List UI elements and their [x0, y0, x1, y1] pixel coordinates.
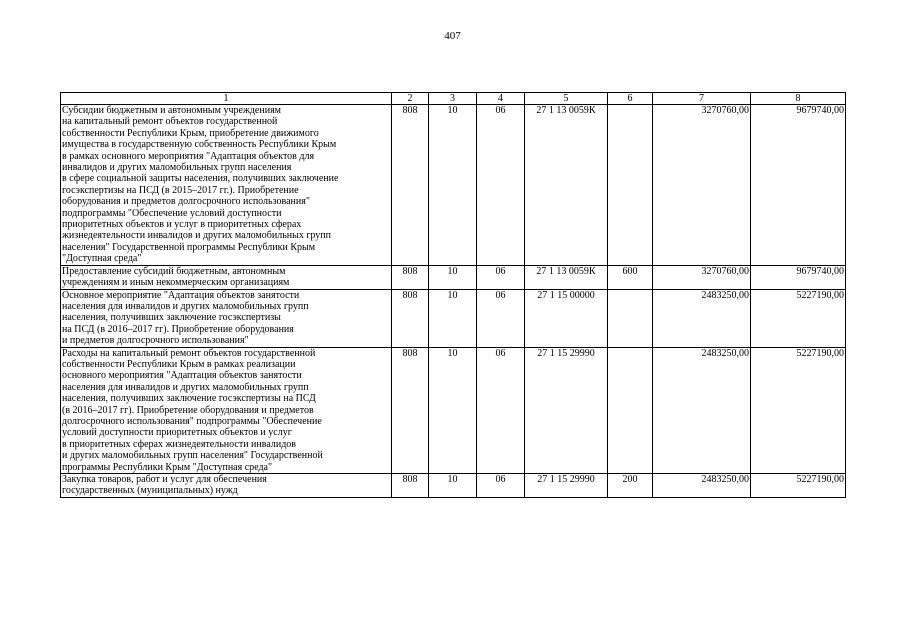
expense-type-code: 200 — [608, 474, 653, 498]
subsection-code: 06 — [477, 265, 525, 289]
description-line: приоритетных объектов и услуг в приоритетных сферах — [62, 219, 302, 231]
row-description — [61, 289, 392, 347]
column-number: 6 — [608, 93, 653, 105]
column-number: 8 — [751, 93, 846, 105]
target-article-code: 27 1 13 0059К — [525, 105, 608, 266]
amount-year-1: 3270760,00 — [653, 105, 751, 266]
description-line: "Доступная среда" — [62, 253, 142, 265]
description-line: населения для инвалидов и других маломобильных групп — [62, 381, 309, 393]
amount-year-2: 5227190,00 — [751, 347, 846, 473]
description-line: государственных (муниципальных) нужд — [62, 485, 238, 497]
section-code: 10 — [429, 474, 477, 498]
target-article-code: 27 1 15 29990 — [525, 474, 608, 498]
description-line: Закупка товаров, работ и услуг для обеспечения — [62, 474, 267, 485]
description-line: долгосрочного использования" подпрограммы "Обеспечение — [62, 415, 322, 427]
description-line: населения, получивших заключение госэкспертизы на ПСД — [62, 393, 316, 405]
amount-year-1: 2483250,00 — [653, 474, 751, 498]
description-line: основного мероприятия "Адаптация объектов занятости — [62, 370, 302, 382]
target-article-code: 27 1 15 29990 — [525, 347, 608, 473]
target-article-code: 27 1 15 00000 — [525, 289, 608, 347]
description-line: Субсидии бюджетным и автономным учреждениям — [62, 105, 282, 116]
subsection-code: 06 — [477, 289, 525, 347]
description-line: населения, получивших заключение госэкспертизы — [62, 312, 281, 324]
amount-year-1: 3270760,00 — [653, 265, 751, 289]
row-description — [61, 474, 392, 498]
column-number-header-row — [61, 93, 846, 105]
description-line: населения" Государственной программы Республики Крым — [62, 241, 316, 253]
ministry-code: 808 — [392, 347, 429, 473]
section-code: 10 — [429, 265, 477, 289]
amount-year-1: 2483250,00 — [653, 289, 751, 347]
amount-year-2: 9679740,00 — [751, 265, 846, 289]
expense-type-code — [608, 347, 653, 473]
subsection-code: 06 — [477, 347, 525, 473]
description-line: подпрограммы "Обеспечение условий доступности — [62, 207, 282, 219]
expense-type-code: 600 — [608, 265, 653, 289]
description-line: собственности Республики Крым в рамках реализации — [62, 358, 296, 370]
description-line: на ПСД (в 2016–2017 гг). Приобретение оборудования — [62, 323, 294, 335]
description-line: госэкспертизы на ПСД (в 2015–2017 гг.). Приобретение — [62, 184, 299, 196]
column-number: 4 — [477, 93, 525, 105]
description-line: Предоставление субсидий бюджетным, автономным — [62, 265, 286, 277]
column-number: 3 — [429, 93, 477, 105]
column-number: 5 — [525, 93, 608, 105]
section-code: 10 — [429, 105, 477, 266]
expense-type-code — [608, 289, 653, 347]
description-line: программы Республики Крым "Доступная среда" — [62, 461, 273, 473]
ministry-code: 808 — [392, 474, 429, 498]
target-article-code: 27 1 13 0059К — [525, 265, 608, 289]
table-row — [61, 105, 846, 266]
description-line: и других маломобильных групп населения" Государственной — [62, 450, 323, 462]
description-line: условий доступности приоритетных объектов и услуг — [62, 427, 292, 439]
description-line: оборудования и предметов долгосрочного использования" — [62, 196, 310, 208]
section-code: 10 — [429, 347, 477, 473]
table-row — [61, 474, 846, 498]
page-number: 407 — [444, 30, 461, 42]
ministry-code: 808 — [392, 265, 429, 289]
ministry-code: 808 — [392, 289, 429, 347]
description-line: населения для инвалидов и других маломобильных групп — [62, 300, 309, 312]
table-row — [61, 347, 846, 473]
description-line: и предметов долгосрочного использования" — [62, 335, 249, 347]
amount-year-1: 2483250,00 — [653, 347, 751, 473]
description-line: учреждениям и иным некоммерческим организациям — [62, 277, 290, 289]
description-line: жизнедеятельности инвалидов и других маломобильных групп — [62, 230, 331, 242]
section-code: 10 — [429, 289, 477, 347]
description-line: на капитальный ремонт объектов государственной — [62, 116, 278, 128]
table-row — [61, 289, 846, 347]
description-line: Расходы на капитальный ремонт объектов государственной — [62, 347, 316, 359]
subsection-code: 06 — [477, 105, 525, 266]
ministry-code: 808 — [392, 105, 429, 266]
row-description — [61, 265, 392, 289]
expense-type-code — [608, 105, 653, 266]
column-number: 7 — [653, 93, 751, 105]
column-number: 1 — [61, 93, 392, 105]
description-line: имущества в государственную собственность Республики Крым — [62, 139, 337, 151]
description-line: в сфере социальной защиты населения, получивших заключение — [62, 173, 339, 185]
description-line: Основное мероприятие "Адаптация объектов занятости — [62, 289, 300, 301]
amount-year-2: 5227190,00 — [751, 289, 846, 347]
amount-year-2: 9679740,00 — [751, 105, 846, 266]
budget-table — [60, 92, 846, 498]
description-line: собственности Республики Крым, приобретение движимого — [62, 127, 319, 139]
column-number: 2 — [392, 93, 429, 105]
row-description — [61, 347, 392, 473]
description-line: в приоритетных сферах жизнедеятельности инвалидов — [62, 438, 297, 450]
description-line: в рамках основного мероприятия "Адаптация объектов для — [62, 150, 315, 162]
subsection-code: 06 — [477, 474, 525, 498]
description-line: (в 2016–2017 гг). Приобретение оборудования и предметов — [62, 404, 314, 416]
amount-year-2: 5227190,00 — [751, 474, 846, 498]
description-line: инвалидов и других маломобильных групп населения — [62, 162, 292, 174]
table-row — [61, 265, 846, 289]
row-description — [61, 105, 392, 266]
